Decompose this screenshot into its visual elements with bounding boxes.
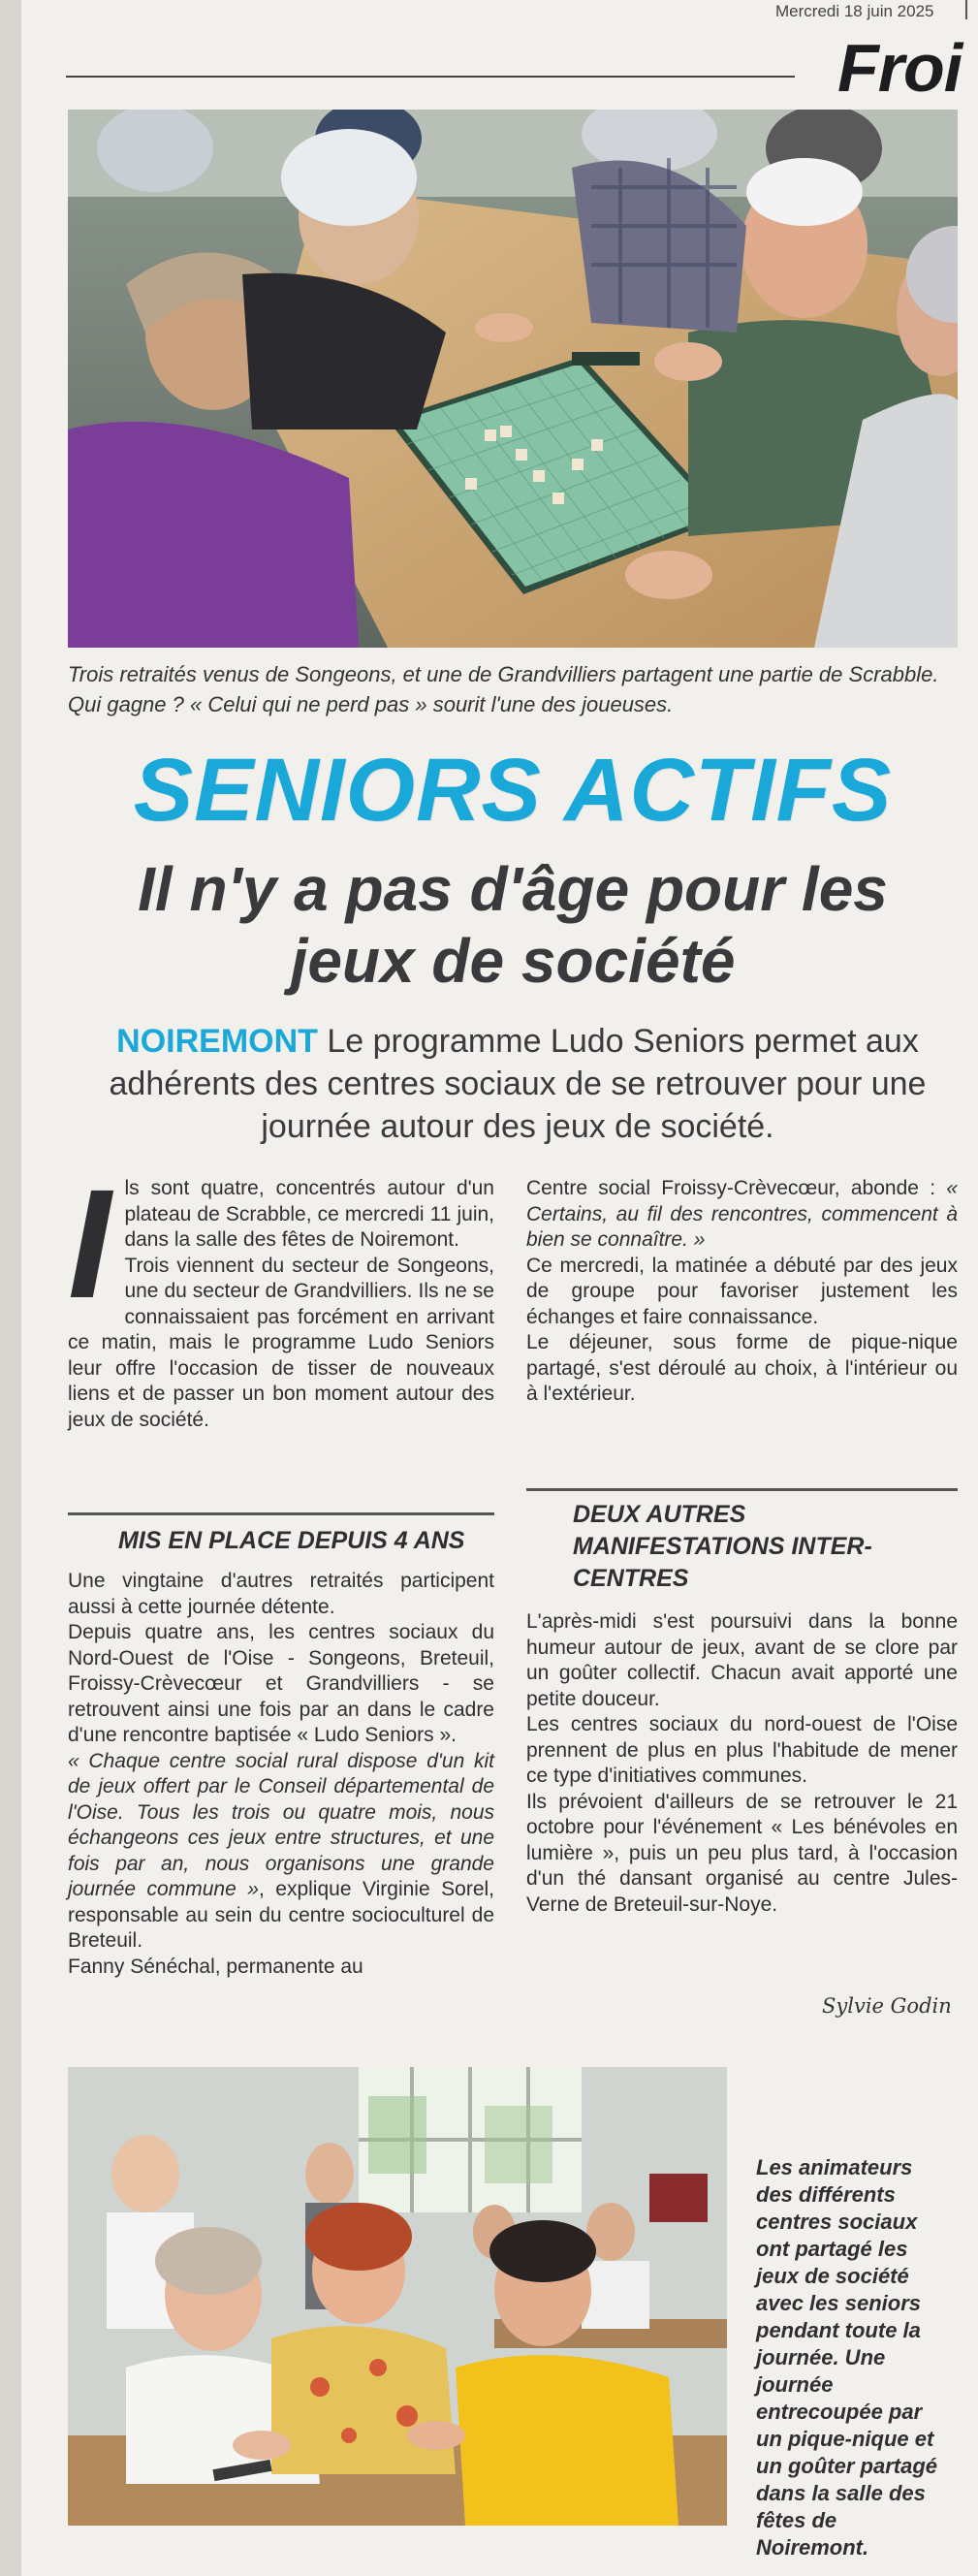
header-divider xyxy=(965,0,967,19)
subhead-block-1 xyxy=(68,1512,494,1557)
photo-game-room-illustration xyxy=(68,2067,727,2526)
section2-paragraph-1: L'après-midi s'est poursuivi dans la bonne humeur autour de jeux, avant de se clore par un goûter collectif. Chacun avait apporté une petite douceur. xyxy=(526,1610,958,1710)
intro-paragraph-1: ls sont quatre, concentrés autour d'un plateau de Scrabble, ce mercredi 11 juin, dans la salle des fêtes de Noiremont. xyxy=(124,1177,494,1251)
section-title: Froi xyxy=(837,30,962,106)
standfirst xyxy=(73,1020,962,1148)
subhead-rule-1 xyxy=(68,1512,494,1515)
subhead-2: DEUX AUTRES MANIFESTATIONS INTER-CENTRES xyxy=(573,1501,872,1592)
drop-cap: I xyxy=(68,1157,111,1330)
right-paragraph-1-start: Centre social Froissy-Crèvecœur, abonde : xyxy=(526,1177,947,1199)
section1-paragraph-3: Fanny Sénéchal, permanente au xyxy=(68,1955,363,1978)
photo-caption-top: Trois retraités venus de Songeons, et une de Grandvilliers partagent une partie de Scrabble. Qui gagne ? « Celui qui ne perd pas » sourit l'une des joueuses. xyxy=(68,662,939,716)
headline: Il n'y a pas d'âge pour les jeux de société xyxy=(138,854,888,996)
standfirst-text: Le programme Ludo Seniors permet aux adhérents des centres sociaux de se retrouver pour une journée autour des jeux de société. xyxy=(109,1023,927,1145)
subhead-rule-2 xyxy=(526,1488,958,1491)
section1-quote: « Chaque centre social rural dispose d'un kit de jeux offert par le Conseil départemental de l'Oise. Tous les trois ou quatre mois, nous échangeons ces jeux entre structures, et une fois par an, nous organisons une grande journée commune » xyxy=(68,1749,494,1900)
right-paragraph-3: Le déjeuner, sous forme de pique-nique partagé, s'est déroulé au choix, à l'intérieur ou à l'extérieur. xyxy=(526,1331,958,1405)
photo-game-room xyxy=(68,2067,727,2526)
photo-scrabble xyxy=(68,110,958,648)
right-paragraph-1-quote: « Certains, au fil des rencontres, commencent à bien se connaître. » xyxy=(526,1177,958,1251)
column-right-top xyxy=(526,1176,958,1408)
author-signature: Sylvie Godin xyxy=(822,1994,952,2018)
intro-paragraph-2: Trois viennent du secteur de Songeons, une du secteur de Grandvilliers. Ils ne se connaissaient pas forcément en arrivant ce matin, mais le programme Ludo Seniors leur offre l'occasion de tisser de nouveaux liens et de passer un bon moment autour des jeux de société. xyxy=(68,1254,494,1431)
section1-paragraph-2: Depuis quatre ans, les centres sociaux du Nord-Ouest de l'Oise - Songeons, Breteuil, Froissy-Crèvecœur et Grandvilliers - se retrouvent ainsi une fois par an dans le cadre d'une rencontre baptisée « Ludo Seniors ». xyxy=(68,1621,494,1746)
section2-paragraph-3: Ils prévoient d'ailleurs de se retrouver le 21 octobre pour l'événement « Les bénévoles en lumière », puis un peu plus tard, à l'occasion d'un thé dansant organisé au centre Jules-Verne de Breteuil-sur-Noye. xyxy=(526,1790,958,1916)
photo-scrabble-illustration xyxy=(68,110,958,648)
right-paragraph-1 xyxy=(526,1176,958,1254)
column-left-section-1 xyxy=(68,1569,494,1980)
subhead-1: MIS EN PLACE DEPUIS 4 ANS xyxy=(118,1527,465,1554)
column-left-intro xyxy=(68,1157,494,1433)
section1-attribution: , explique Virginie Sorel, responsable au sein du centre socioculturel de Breteuil. xyxy=(68,1878,495,1952)
kicker-title: SENIORS ACTIFS xyxy=(133,741,893,840)
section1-quote-paragraph xyxy=(68,1749,494,1955)
subhead-block-2 xyxy=(526,1488,958,1595)
photo-caption-bottom: Les animateurs des différents centres sociaux ont partagé les jeux de société avec les seniors pendant toute la journée. Une journée entrecoupée par un pique-nique et un goûter partagé dans la salle des fêtes de Noiremont. xyxy=(756,2155,938,2560)
header-rule xyxy=(66,76,795,78)
section2-paragraph-2: Les centres sociaux du nord-ouest de l'Oise prennent de plus en plus l'habitude de mener ce type d'initiatives communes. xyxy=(526,1713,958,1787)
issue-date: Mercredi 18 juin 2025 xyxy=(775,2,934,20)
column-right-section-2 xyxy=(526,1609,958,1918)
right-paragraph-2: Ce mercredi, la matinée a débuté par des jeux de groupe pour favoriser justement les échanges et faire connaissance. xyxy=(526,1254,958,1328)
standfirst-place: NOIREMONT xyxy=(116,1023,318,1060)
section1-paragraph-1: Une vingtaine d'autres retraités participent aussi à cette journée détente. xyxy=(68,1570,494,1618)
